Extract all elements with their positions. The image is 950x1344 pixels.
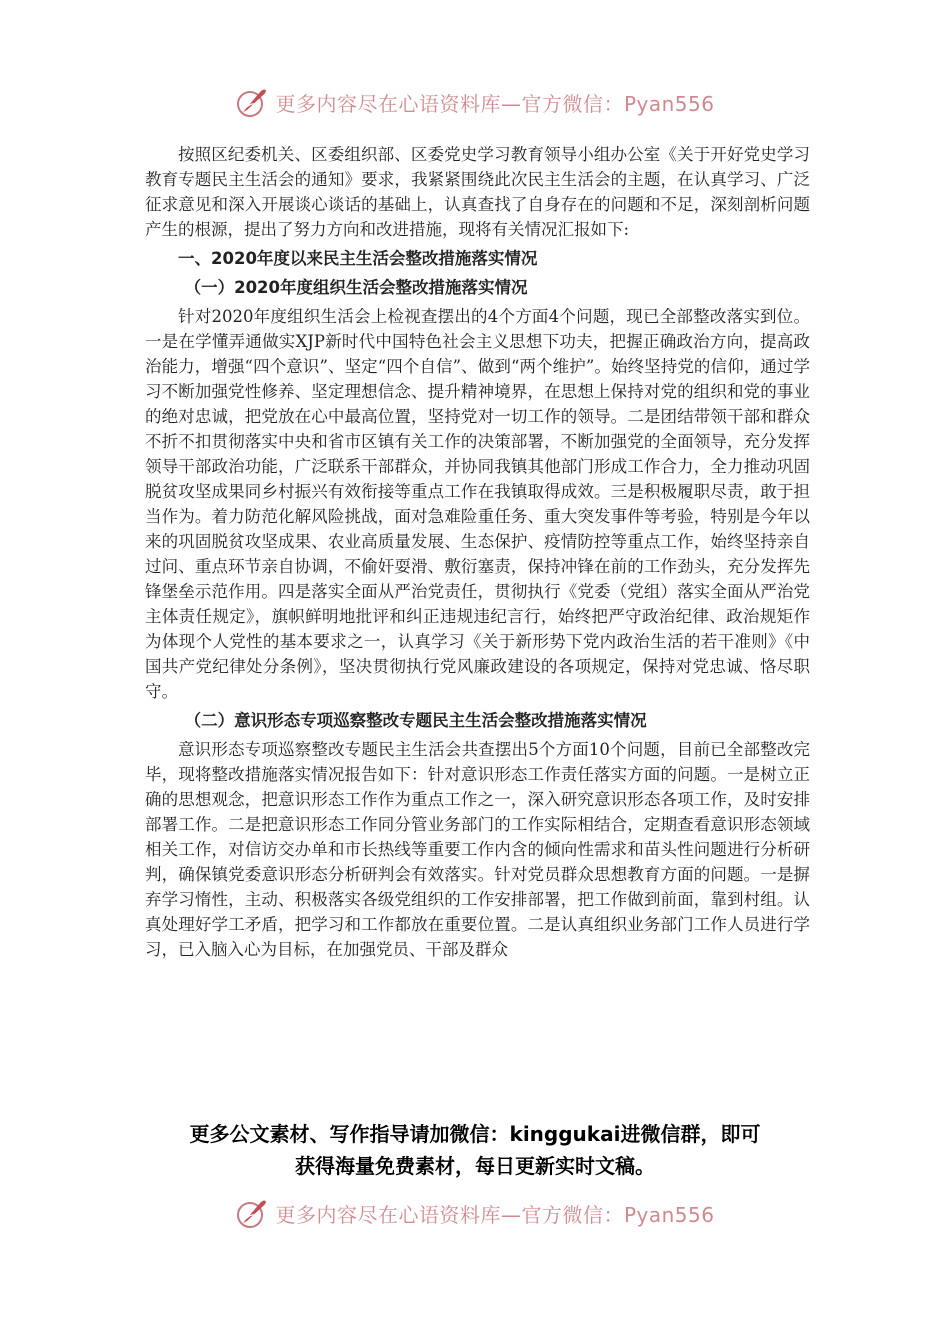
quill-pen-logo-icon (235, 85, 269, 119)
document-body (145, 142, 810, 962)
promo-line-1: 更多公文素材、写作指导请加微信：kinggukai进微信群，即可 (189, 1122, 761, 1146)
subsection2-paragraph: 意识形态专项巡察整改专题民主生活会共查摆出5个方面10个问题，目前已全部整改完毕，现将整改措施落实情况报告如下：针对意识形态工作责任落实方面的问题。一是树立正确的思想观念，把意识形态工作作为重点工作之一，深入研究意识形态各项工作，及时安排部署工作。二是把意识形态工作同分管业务部门的工作实际相结合，定期查看意识形态领域相关工作，对信访交办单和市长热线等重要工作内含的倾向性需求和苗头性问题进行分析研判，确保镇党委意识形态分析研判会有效落实。针对党员群众思想教育方面的问题。一是摒弃学习惰性，主动、积极落实各级党组织的工作安排部署，把工作做到前面，靠到村组。认真处理好学工矛盾，把学习和工作都放在重要位置。二是认真组织业务部门工作人员进行学习，已入脑入心为目标，在加强党员、干部及群众 (145, 740, 810, 959)
header-banner (0, 82, 950, 122)
subsection1-paragraph: 针对2020年度组织生活会上检视查摆出的4个方面4个问题，现已全部整改落实到位。一是在学懂弄通做实XJP新时代中国特色社会主义思想下功夫，把握正确政治方向，提高政治能力，增强“四个意识”、坚定“四个自信”、做到“两个维护”。始终坚持党的信仰，通过学习不断加强党性修养、坚定理想信念、提升精神境界，在思想上保持对党的组织和党的事业的绝对忠诚，把党放在心中最高位置，坚持党对一切工作的领导。二是团结带领干部和群众不折不扣贯彻落实中央和省市区镇有关工作的决策部署，不断加强党的全面领导，充分发挥领导干部政治功能，广泛联系干部群众，并协同我镇其他部门形成工作合力，全力推动巩固脱贫攻坚成果同乡村振兴有效衔接等重点工作在我镇取得成效。三是积极履职尽责，敢于担当作为。着力防范化解风险挑战，面对急难险重任务、重大突发事件等考验，特别是今年以来的巩固脱贫攻坚成果、农业高质量发展、生态保护、疫情防控等重点工作，始终坚持亲自过问、重点环节亲自协调，不偷奸耍滑、敷衍塞责，保持冲锋在前的工作劲头，充分发挥先锋堡垒示范作用。四是落实全面从严治党责任，贯彻执行《党委（党组）落实全面从严治党主体责任规定》，旗帜鲜明地批评和纠正违规违纪言行，始终把严守政治纪律、政治规矩作为体现个人党性的基本要求之一，认真学习《关于新形势下党内政治生活的若干准则》《中国共产党纪律处分条例》，坚决贯彻执行党风廉政建设的各项规定，保持对党忠诚、恪尽职守。 (145, 307, 810, 701)
header-banner-text: 更多内容尽在心语资料库—官方微信：Pyan556 (275, 91, 715, 116)
subsection1-heading: （一）2020年度组织生活会整改措施落实情况 (184, 278, 528, 297)
promo-line-2: 获得海量免费素材，每日更新实时文稿。 (295, 1154, 655, 1178)
footer-banner-text: 更多内容尽在心语资料库—官方微信：Pyan556 (275, 1202, 715, 1227)
footer-banner (0, 1193, 950, 1233)
subsection2-heading: （二）意识形态专项巡察整改专题民主生活会整改措施落实情况 (184, 711, 647, 730)
promo-notice (100, 1118, 850, 1182)
section1-heading: 一、2020年度以来民主生活会整改措施落实情况 (178, 249, 538, 268)
intro-paragraph: 按照区纪委机关、区委组织部、区委党史学习教育领导小组办公室《关于开好党史学习教育专题民主生活会的通知》要求，我紧紧围绕此次民主生活会的主题，在认真学习、广泛征求意见和深入开展谈心谈话的基础上，认真查找了自身存在的问题和不足，深刻剖析问题产生的根源，提出了努力方向和改进措施，现将有关情况汇报如下: (145, 145, 810, 239)
quill-pen-logo-icon (235, 1196, 269, 1230)
